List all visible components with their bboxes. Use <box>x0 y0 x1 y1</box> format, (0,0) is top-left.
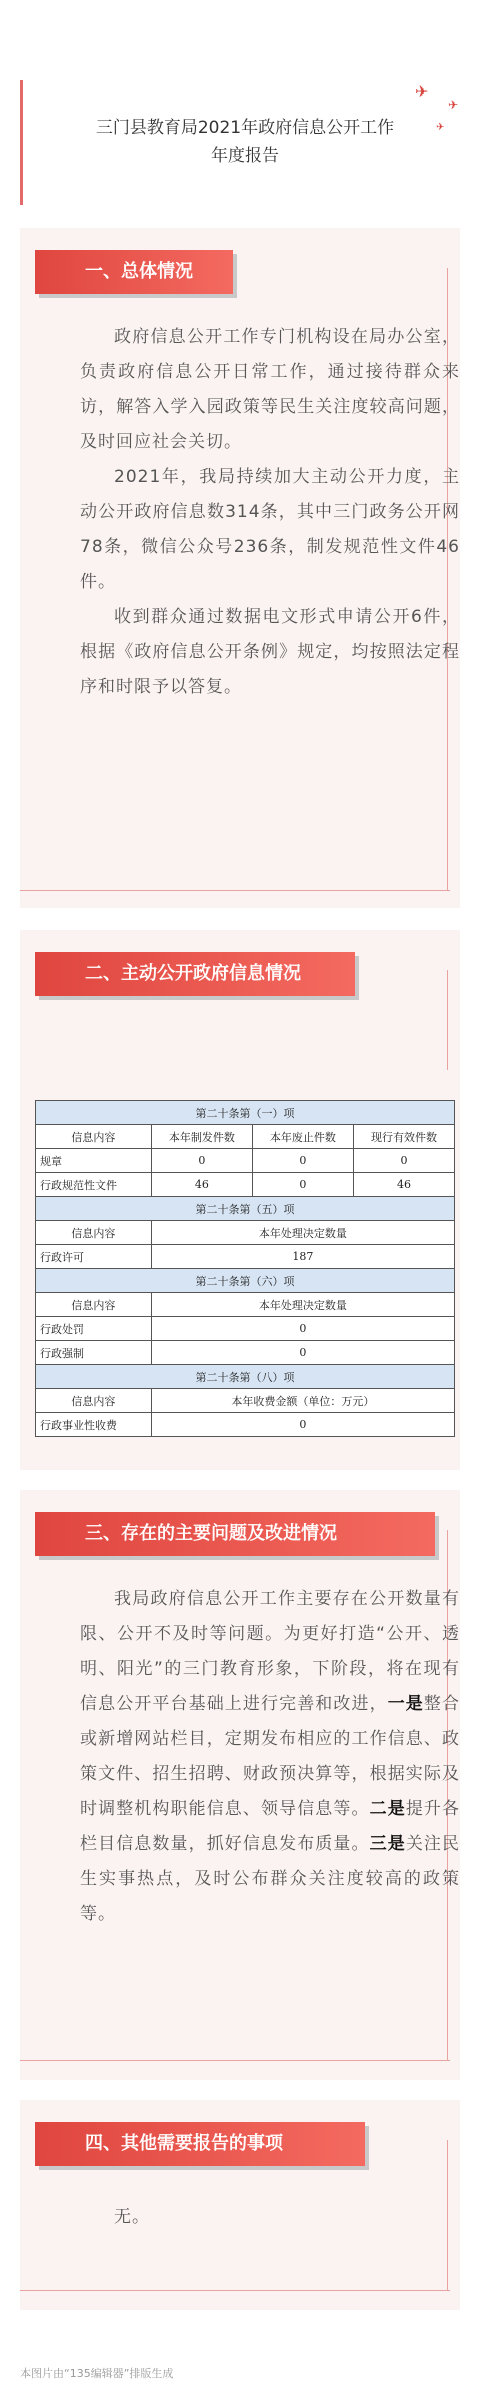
section-border-bottom <box>20 2290 450 2291</box>
table-row <box>36 1413 455 1437</box>
section-heading: 二、主动公开政府信息情况 <box>35 952 355 996</box>
paragraph: 收到群众通过数据电文形式申请公开6件，根据《政府信息公开条例》规定，均按照法定程序和时限予以答复。 <box>80 607 460 697</box>
section-other-matters <box>20 2100 460 2310</box>
bird-icon: ✈ <box>448 98 459 112</box>
section-border-bottom <box>20 2060 450 2061</box>
table-cell: 187 <box>151 1245 454 1269</box>
section-heading: 三、存在的主要问题及改进情况 <box>35 1512 435 1556</box>
section-problems <box>20 1490 460 2080</box>
table-cell: 0 <box>151 1149 252 1173</box>
column-header: 本年制发件数 <box>151 1125 252 1149</box>
report-title-block <box>20 80 450 205</box>
section-body <box>80 320 460 705</box>
table-cell: 0 <box>151 1341 454 1365</box>
column-header: 本年收费金额（单位：万元） <box>151 1389 454 1413</box>
paragraph-text: 提升各栏目信息数量，抓好信息发布质量。 <box>80 1799 461 1854</box>
table-section-header: 第二十条第（一）项 <box>36 1101 455 1125</box>
paragraph-text: 关注民生实事热点，及时公布群众关注度较高的政策等。 <box>80 1834 461 1924</box>
section-border-right <box>447 970 448 1070</box>
paragraph-text: 整合或新增网站栏目，定期发布相应的工作信息、政策文件、招生招聘、财政预决算等，根据实际及时调整机构职能信息、领导信息等。 <box>80 1694 461 1819</box>
table-cell: 行政规范性文件 <box>36 1173 152 1197</box>
table-cell: 0 <box>151 1317 454 1341</box>
table-cell: 规章 <box>36 1149 152 1173</box>
disclosure-table <box>35 1100 455 1437</box>
column-header: 本年废止件数 <box>252 1125 353 1149</box>
table-cell: 行政强制 <box>36 1341 152 1365</box>
table-cell: 0 <box>353 1149 454 1173</box>
paragraph: 政府信息公开工作专门机构设在局办公室，负责政府信息公开日常工作，通过接待群众来访，解答入学入园政策等民生关注度较高问题，及时回应社会关切。 <box>80 327 460 452</box>
table-cell: 0 <box>252 1149 353 1173</box>
table-section-header: 第二十条第（八）项 <box>36 1365 455 1389</box>
table-row <box>36 1149 455 1173</box>
section-heading: 一、总体情况 <box>35 250 233 294</box>
paragraph: 2021年，我局持续加大主动公开力度，主动公开政府信息数314条，其中三门政务公开网78条，微信公众号236条，制发规范性文件46件。 <box>80 467 460 592</box>
table-cell: 46 <box>151 1173 252 1197</box>
bird-icon: ✈ <box>436 122 445 133</box>
table-row <box>36 1317 455 1341</box>
column-header: 信息内容 <box>36 1125 152 1149</box>
section-heading: 四、其他需要报告的事项 <box>35 2122 365 2166</box>
column-header: 信息内容 <box>36 1293 152 1317</box>
section-border-bottom <box>20 890 450 891</box>
title-line-1: 三门县教育局2021年政府信息公开工作 <box>95 118 395 138</box>
key-point-label: 二是 <box>369 1799 406 1819</box>
table-section-header: 第二十条第（五）项 <box>36 1197 455 1221</box>
table-cell: 0 <box>252 1173 353 1197</box>
title-accent-bar <box>20 80 23 205</box>
page-title <box>45 114 445 170</box>
section-body <box>80 1582 460 1932</box>
bird-icon: ✈ <box>415 82 429 101</box>
table-cell: 行政许可 <box>36 1245 152 1269</box>
table-row <box>36 1245 455 1269</box>
title-line-2: 年度报告 <box>211 146 279 166</box>
column-header: 现行有效件数 <box>353 1125 454 1149</box>
table-section-header: 第二十条第（六）项 <box>36 1269 455 1293</box>
column-header: 信息内容 <box>36 1389 152 1413</box>
footer-credit: 本图片由“135编辑器”排版生成 <box>20 2367 174 2380</box>
section-overview <box>20 228 460 908</box>
section-body <box>80 2200 460 2235</box>
paragraph: 无。 <box>114 2207 150 2227</box>
table-cell: 行政事业性收费 <box>36 1413 152 1437</box>
column-header: 本年处理决定数量 <box>151 1221 454 1245</box>
table-cell: 0 <box>151 1413 454 1437</box>
key-point-label: 一是 <box>387 1694 424 1714</box>
table-row <box>36 1173 455 1197</box>
table-cell: 行政处罚 <box>36 1317 152 1341</box>
column-header: 信息内容 <box>36 1221 152 1245</box>
key-point-label: 三是 <box>369 1834 406 1854</box>
table-cell: 46 <box>353 1173 454 1197</box>
paragraph <box>80 1582 460 1932</box>
table-row <box>36 1341 455 1365</box>
column-header: 本年处理决定数量 <box>151 1293 454 1317</box>
paragraph-text: 我局政府信息公开工作主要存在公开数量有限、公开不及时等问题。为更好打造“公开、透明、阳光”的三门教育形象，下阶段，将在现有信息公开平台基础上进行完善和改进， <box>80 1589 460 1714</box>
